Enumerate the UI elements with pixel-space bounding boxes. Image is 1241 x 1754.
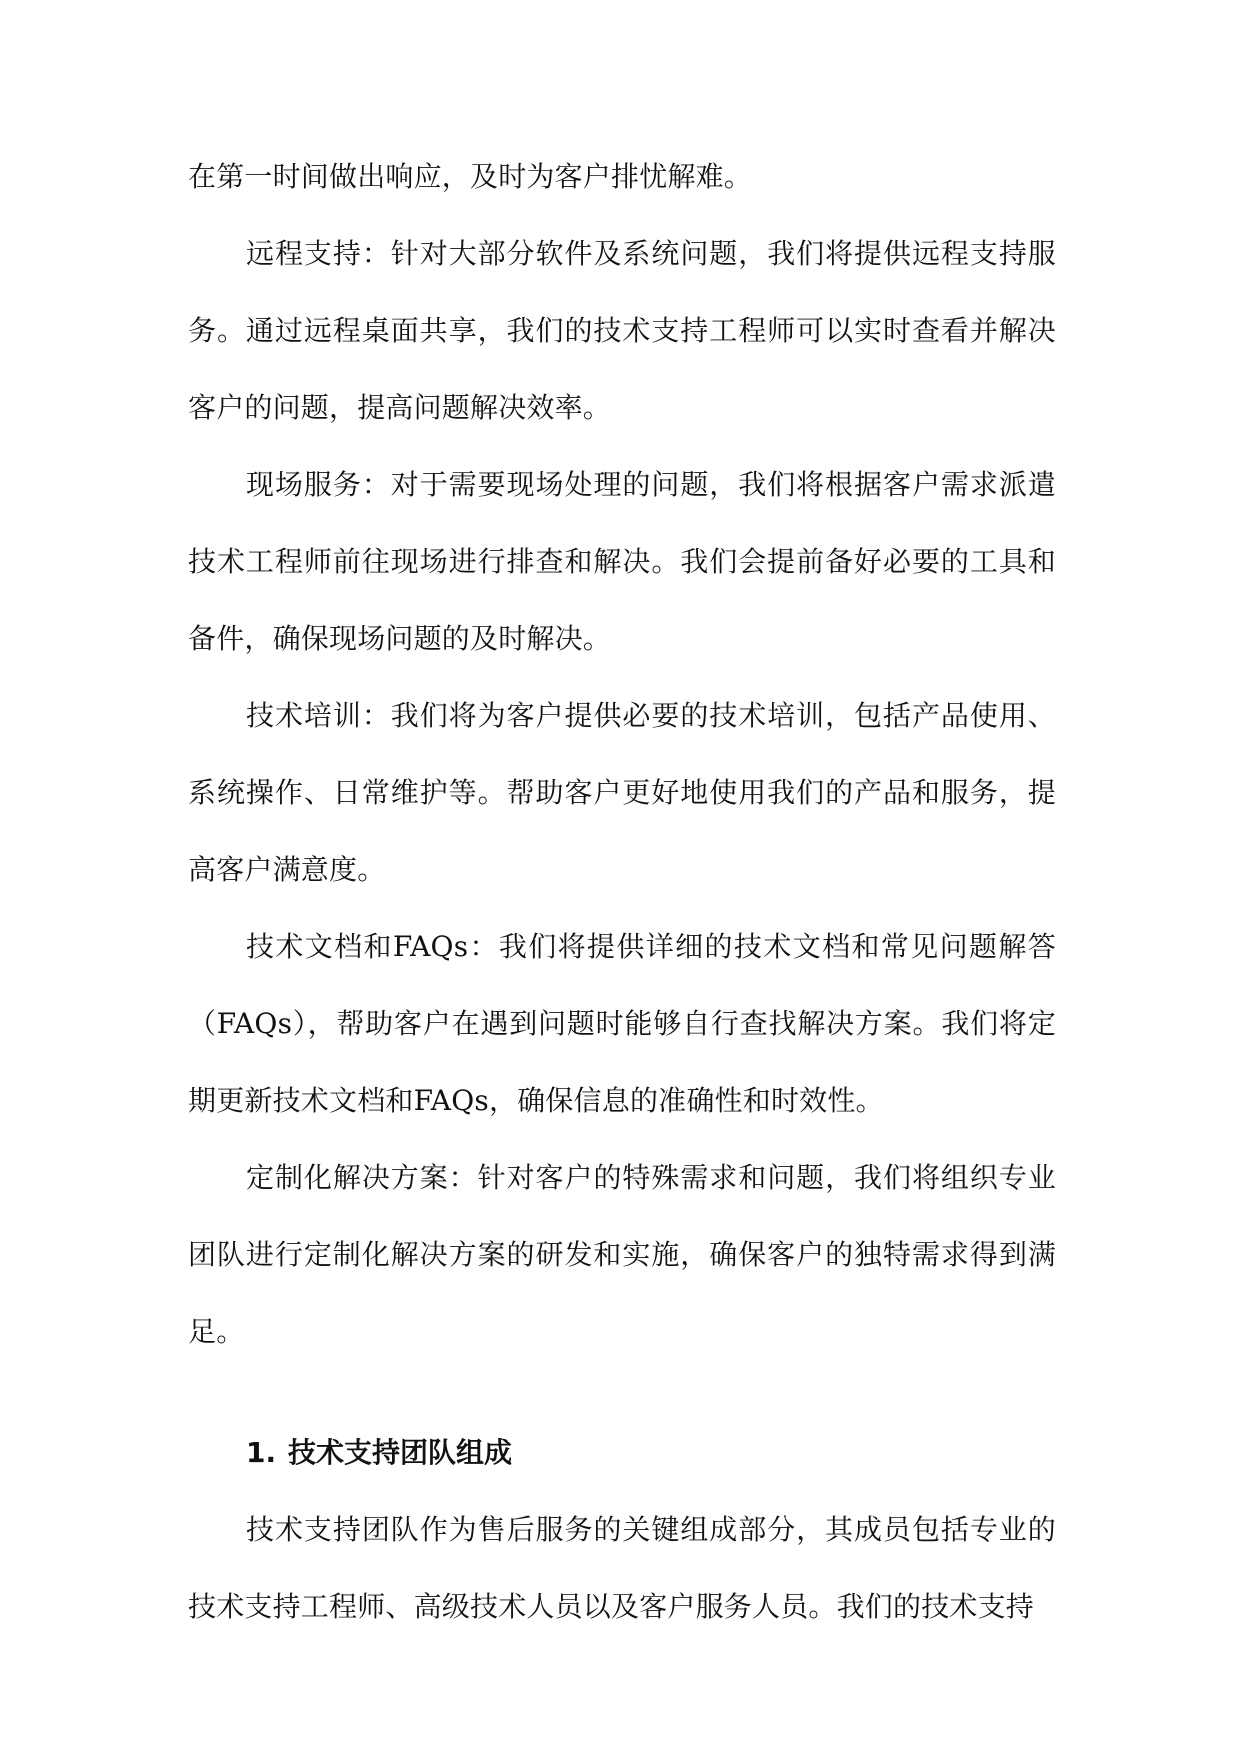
paragraph-technical-training: 技术培训：我们将为客户提供必要的技术培训，包括产品使用、系统操作、日常维护等。帮助客户更好地使用我们的产品和服务，提高客户满意度。 [188,699,1056,886]
document-body [188,138,1056,1645]
paragraph-response: 在第一时间做出响应，及时为客户排忧解难。 [188,160,753,193]
paragraph-customized-solutions: 定制化解决方案：针对客户的特殊需求和问题，我们将组织专业团队进行定制化解决方案的研发和实施，确保客户的独特需求得到满足。 [188,1161,1056,1348]
section-heading [188,1414,1056,1491]
paragraph-technical-docs-faqs: 技术文档和FAQs：我们将提供详细的技术文档和常见问题解答（FAQs），帮助客户在遇到问题时能够自行查找解决方案。我们将定期更新技术文档和FAQs，确保信息的准确性和时效性。 [188,930,1056,1117]
section-number: 1. [246,1436,277,1469]
paragraph-onsite-service: 现场服务：对于需要现场处理的问题，我们将根据客户需求派遣技术工程师前往现场进行排查和解决。我们会提前备好必要的工具和备件，确保现场问题的及时解决。 [188,468,1056,655]
section-title: 技术支持团队组成 [288,1436,513,1469]
paragraph-team-composition: 技术支持团队作为售后服务的关键组成部分，其成员包括专业的技术支持工程师、高级技术人员以及客户服务人员。我们的技术支持 [188,1513,1056,1623]
paragraph-remote-support: 远程支持：针对大部分软件及系统问题，我们将提供远程支持服务。通过远程桌面共享，我们的技术支持工程师可以实时查看并解决客户的问题，提高问题解决效率。 [188,237,1056,424]
